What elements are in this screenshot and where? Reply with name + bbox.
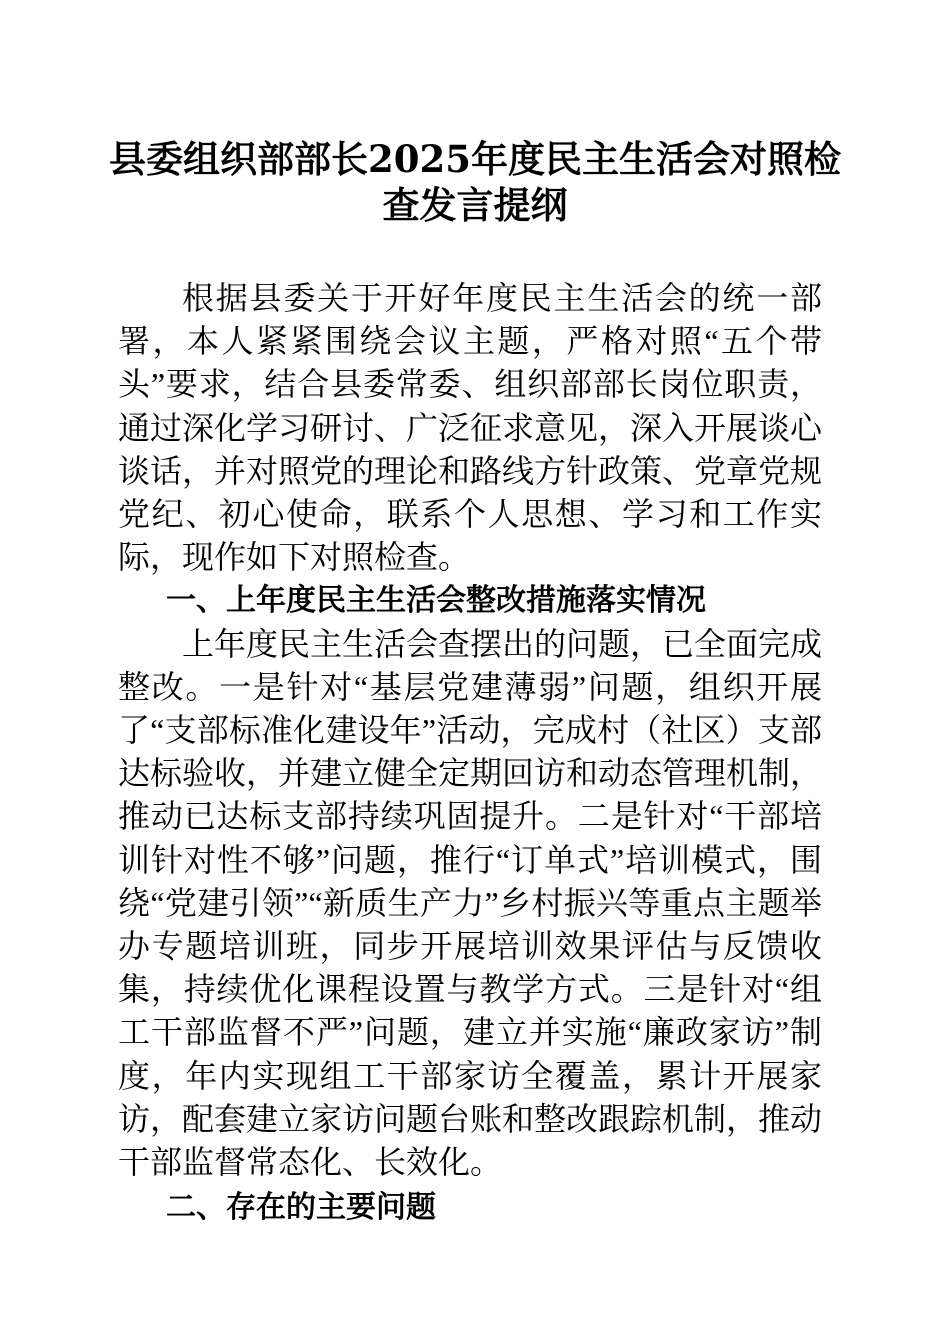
title-line-2: 查发言提纲 [382, 183, 568, 227]
section-1-paragraph: 上年度民主生活会查摆出的问题，已全面完成整改。一是针对“基层党建薄弱”问题，组织开展了“支部标准化建设年”活动，完成村（社区）支部达标验收，并建立健全定期回访和动态管理机制，推动已达标支部持续巩固提升。二是针对“干部培训针对性不够”问题，推行“订单式”培训模式，围绕“党建引领”“新质生产力”乡村振兴等重点主题举办专题培训班，同步开展培训效果评估与反馈收集，持续优化课程设置与教学方式。三是针对“组工干部监督不严”问题，建立并实施“廉政家访”制度，年内实现组工干部家访全覆盖，累计开展家访，配套建立家访问题台账和整改跟踪机制，推动干部监督常态化、长效化。 [118, 625, 823, 1181]
section-heading-1: 一、上年度民主生活会整改措施落实情况 [166, 583, 706, 619]
document-body [118, 277, 822, 1229]
intro-paragraph: 根据县委关于开好年度民主生活会的统一部署，本人紧紧围绕会议主题，严格对照“五个带头”要求，结合县委常委、组织部部长岗位职责，通过深化学习研讨、广泛征求意见，深入开展谈心谈话，并对照党的理论和路线方针政策、党章党规党纪、初心使命，联系个人思想、学习和工作实际，现作如下对照检查。 [118, 280, 823, 576]
section-heading-2: 二、存在的主要问题 [166, 1190, 436, 1226]
title-line-1: 县委组织部部长2025年度民主生活会对照检 [109, 137, 841, 181]
document-title [0, 136, 950, 228]
